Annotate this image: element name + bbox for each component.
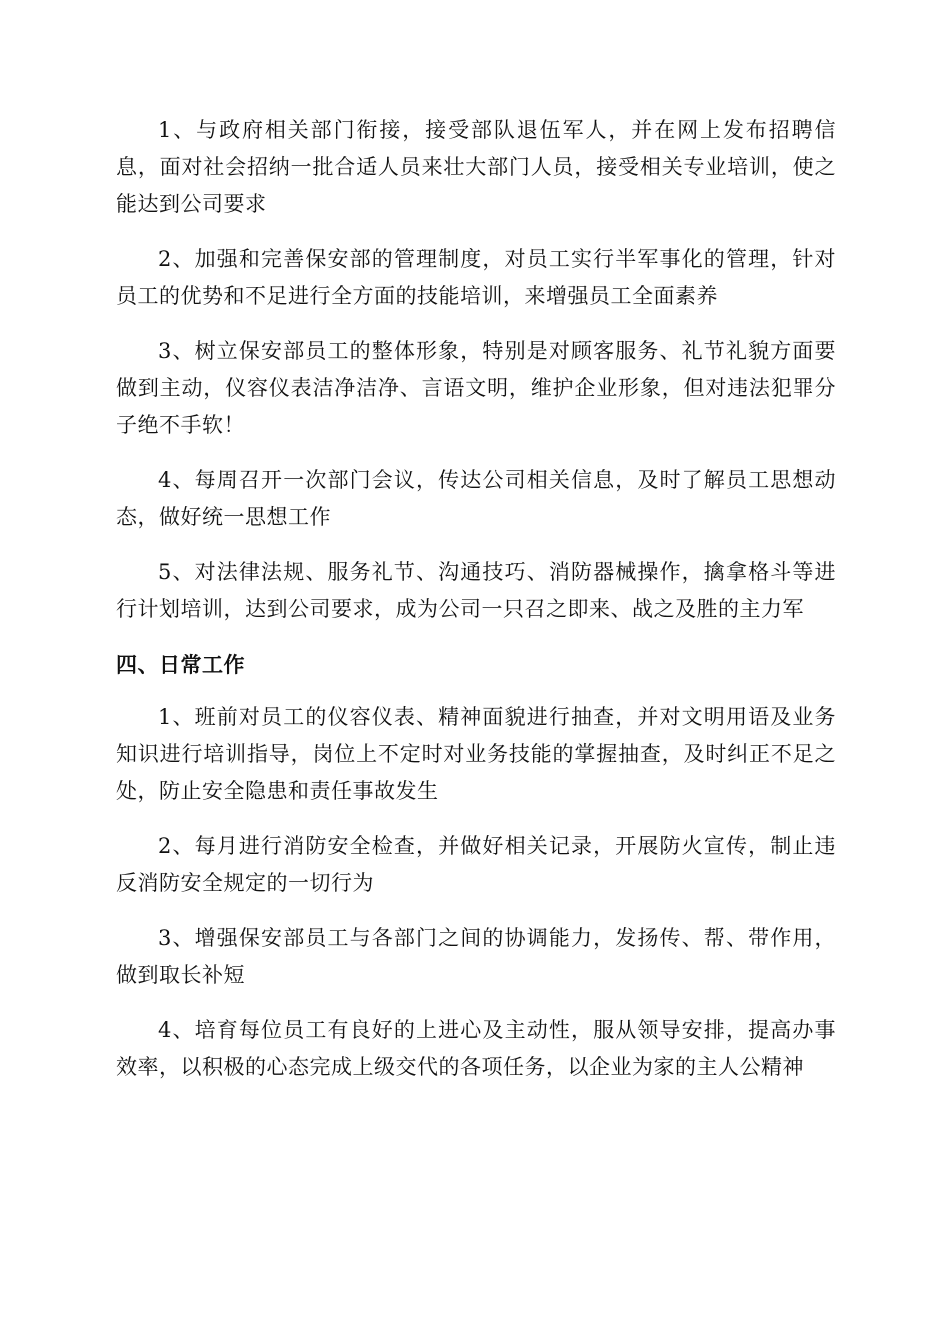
section3-item-3: 3、树立保安部员工的整体形象，特别是对顾客服务、礼节礼貌方面要做到主动，仪容仪表洁净洁净、言语文明，维护企业形象，但对违法犯罪分子绝不手软！ bbox=[116, 339, 836, 437]
section4-item-1: 1、班前对员工的仪容仪表、精神面貌进行抽查，并对文明用语及业务知识进行培训指导，岗位上不定时对业务技能的掌握抽查，及时纠正不足之处，防止安全隐患和责任事故发生 bbox=[116, 705, 836, 803]
section4-item-3: 3、增强保安部员工与各部门之间的协调能力，发扬传、帮、带作用，做到取长补短 bbox=[116, 926, 836, 987]
section3-item-2: 2、加强和完善保安部的管理制度，对员工实行半军事化的管理，针对员工的优势和不足进行全方面的技能培训，来增强员工全面素养 bbox=[116, 247, 836, 308]
section4-item-2: 2、每月进行消防安全检查，并做好相关记录，开展防火宣传，制止违反消防安全规定的一切行为 bbox=[116, 834, 836, 895]
section3-item-4: 4、每周召开一次部门会议，传达公司相关信息，及时了解员工思想动态，做好统一思想工作 bbox=[116, 468, 836, 529]
section4-item-4: 4、培育每位员工有良好的上进心及主动性，服从领导安排，提高办事效率，以积极的心态完成上级交代的各项任务，以企业为家的主人公精神 bbox=[116, 1018, 836, 1079]
section3-item-5: 5、对法律法规、服务礼节、沟通技巧、消防器械操作，擒拿格斗等进行计划培训，达到公司要求，成为公司一只召之即来、战之及胜的主力军 bbox=[116, 560, 836, 621]
document-page bbox=[116, 112, 836, 1104]
section4-heading: 四、日常工作 bbox=[116, 652, 245, 677]
section3-item-1: 1、与政府相关部门衔接，接受部队退伍军人，并在网上发布招聘信息，面对社会招纳一批合适人员来壮大部门人员，接受相关专业培训，使之能达到公司要求 bbox=[116, 118, 836, 216]
